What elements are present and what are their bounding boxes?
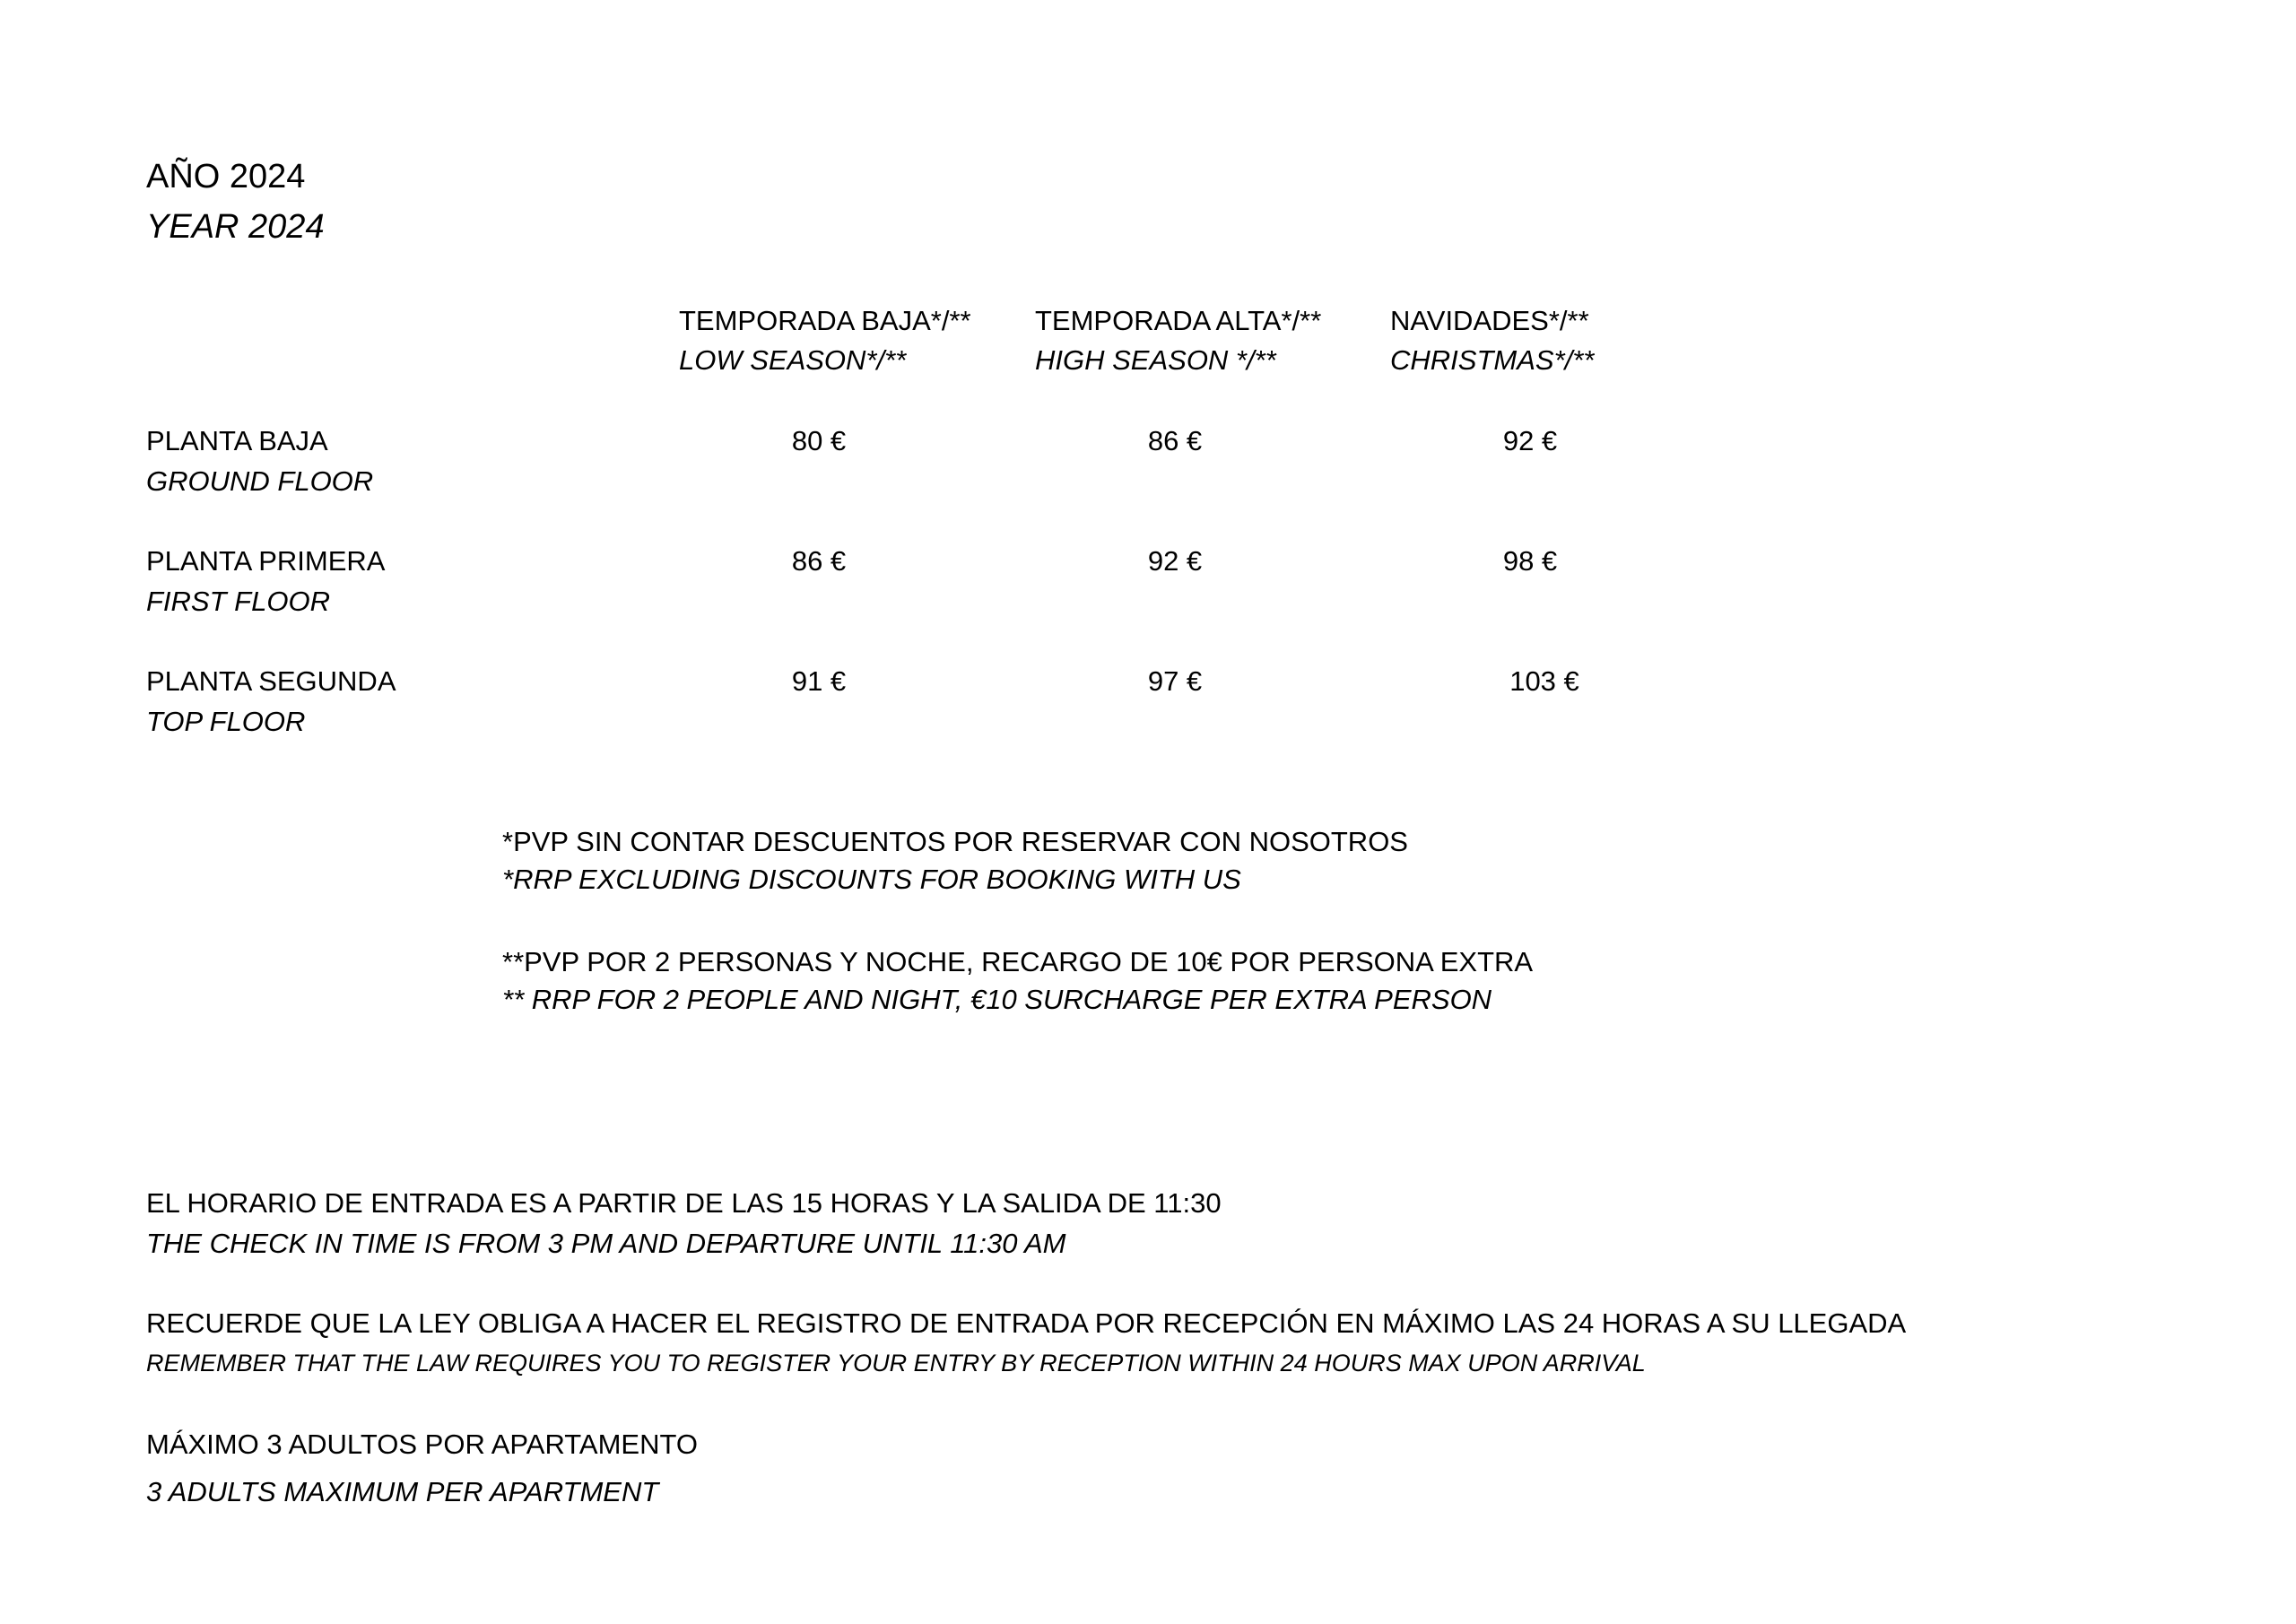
column-header-low-season: TEMPORADA BAJA*/** [679, 305, 971, 336]
row-label-ground-floor: PLANTA BAJA [146, 425, 328, 456]
row-label-top-floor-en: TOP FLOOR [146, 706, 306, 737]
column-header-high-season: TEMPORADA ALTA*/** [1035, 305, 1322, 336]
price-cell: 97 € [1147, 665, 1203, 697]
checkin-info-en: THE CHECK IN TIME IS FROM 3 PM AND DEPARTURE UNTIL 11:30 AM [146, 1228, 1066, 1259]
price-cell: 86 € [791, 545, 847, 577]
price-cell: 92 € [1147, 545, 1203, 577]
column-header-christmas-en: CHRISTMAS*/** [1390, 344, 1595, 376]
row-label-ground-floor-en: GROUND FLOOR [146, 465, 374, 497]
price-cell: 92 € [1502, 425, 1558, 456]
note-discounts: *PVP SIN CONTAR DESCUENTOS POR RESERVAR CON NOSOTROS [502, 826, 1408, 857]
column-header-high-season-en: HIGH SEASON */** [1035, 344, 1276, 376]
row-label-first-floor: PLANTA PRIMERA [146, 545, 386, 577]
price-cell: 91 € [791, 665, 847, 697]
price-cell: 86 € [1147, 425, 1203, 456]
column-header-low-season-en: LOW SEASON*/** [679, 344, 907, 376]
note-surcharge: **PVP POR 2 PERSONAS Y NOCHE, RECARGO DE 10€ POR PERSONA EXTRA [502, 946, 1534, 977]
price-cell: 80 € [791, 425, 847, 456]
max-adults-info-en: 3 ADULTS MAXIMUM PER APARTMENT [146, 1476, 659, 1507]
page-title: AÑO 2024 [146, 158, 306, 195]
law-info: RECUERDE QUE LA LEY OBLIGA A HACER EL REGISTRO DE ENTRADA POR RECEPCIÓN EN MÁXIMO LAS 24 HORAS A SU LLEGADA [146, 1307, 1907, 1339]
row-label-top-floor: PLANTA SEGUNDA [146, 665, 396, 697]
column-header-christmas: NAVIDADES*/** [1390, 305, 1589, 336]
note-surcharge-en: ** RRP FOR 2 PEOPLE AND NIGHT, €10 SURCHARGE PER EXTRA PERSON [502, 984, 1492, 1015]
price-cell: 98 € [1502, 545, 1558, 577]
max-adults-info: MÁXIMO 3 ADULTOS POR APARTAMENTO [146, 1429, 698, 1460]
law-info-en: REMEMBER THAT THE LAW REQUIRES YOU TO REGISTER YOUR ENTRY BY RECEPTION WITHIN 24 HOURS MAX UPON ARRIVAL [146, 1350, 1646, 1376]
price-cell: 103 € [1509, 665, 1579, 697]
row-label-first-floor-en: FIRST FLOOR [146, 586, 330, 617]
page-subtitle: YEAR 2024 [146, 208, 325, 246]
checkin-info: EL HORARIO DE ENTRADA ES A PARTIR DE LAS 15 HORAS Y LA SALIDA DE 11:30 [146, 1187, 1222, 1219]
note-discounts-en: *RRP EXCLUDING DISCOUNTS FOR BOOKING WITH US [502, 864, 1241, 895]
